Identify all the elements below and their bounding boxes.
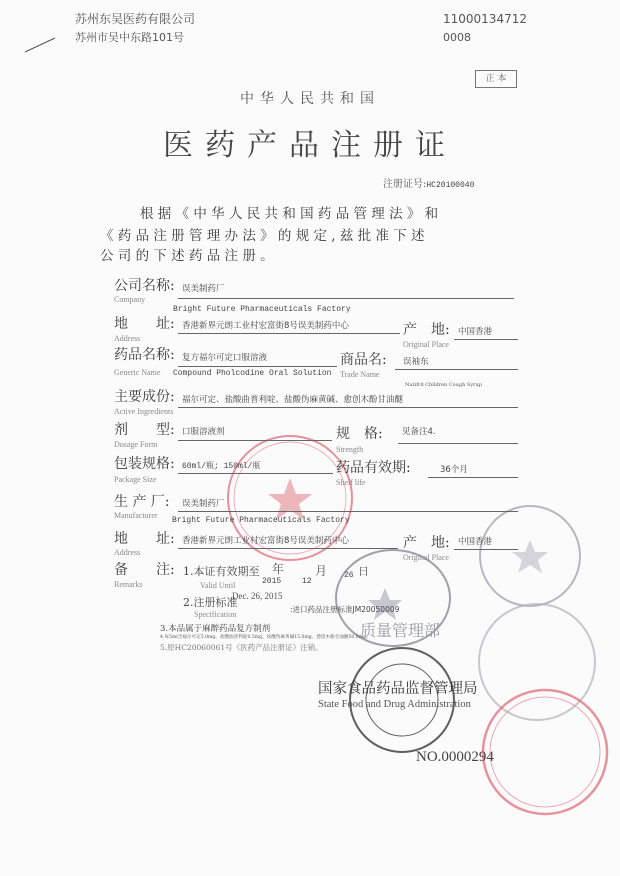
address-label: 地 址:	[114, 316, 175, 332]
intro-line-2: 《 药 品 注 册 管 理 办 法 》 的 规 定 , 兹 批 准 下 述	[100, 228, 425, 244]
package-label: 包装规格:	[114, 456, 175, 472]
package-en: Package Size	[114, 475, 157, 484]
year-unit: 年	[272, 562, 285, 576]
remarks-en: Remarks	[114, 580, 143, 589]
pen-mark	[25, 38, 55, 52]
spec-en: Specification	[194, 610, 237, 619]
gray-seal-right	[480, 506, 580, 606]
manufacturer-en: Manufacturer	[114, 511, 158, 520]
dosage-en: Dosage Form	[114, 440, 158, 449]
valid-until-label: 1.本证有效期至	[183, 565, 260, 578]
dosage-value: 口服溶液剂	[182, 427, 225, 437]
issuer-name: 国家食品药品监督管理局	[318, 681, 478, 697]
reg-no-value: HC20100040	[426, 181, 475, 190]
intro-line-3: 公 司 的 下 述 药 品 注 册 。	[100, 248, 274, 264]
month-unit: 月	[315, 564, 328, 578]
ingredients-value: 福尔可定、盐酸曲普利啶、盐酸伪麻黄碱、愈创木酚甘油醚	[182, 395, 404, 405]
address2-en: Address	[114, 548, 141, 557]
issuer-name-en: State Food and Drug Administration	[318, 699, 471, 710]
ingredients-en: Active Ingredients	[114, 407, 174, 416]
qa-dept-stamp-text: 质量管理部	[360, 621, 441, 640]
trade-label: 商品名:	[340, 352, 387, 368]
header-company: 苏州东吴医药有限公司	[75, 12, 196, 26]
header-code: 11000134712	[443, 12, 527, 26]
reg-no-label: 注册证号:	[383, 179, 427, 190]
remark-item-4: 4.每5ml含福尔可定5.0mg、盐酸曲普利啶0.5mg、盐酸伪麻黄碱15.0mg、愈创木酚甘油醚50.0mg。	[160, 635, 371, 640]
valid-until-en: Valid Until	[200, 581, 236, 590]
origin-value: 中国香港	[458, 327, 493, 337]
strength-label: 规 格:	[336, 426, 383, 442]
company-value: 误美制药厂	[182, 284, 225, 294]
reg-no	[383, 180, 474, 190]
valid-year: 2015	[262, 577, 282, 586]
manufacturer-value-en: Bright Future Pharmaceuticals Factory	[172, 516, 350, 525]
generic-label: 药品名称:	[114, 347, 175, 363]
company-label: 公司名称:	[114, 278, 175, 294]
generic-value-en: Compound Pholcodine Oral Solution	[173, 369, 332, 378]
certificate-number: NO.0000294	[416, 749, 494, 765]
remarks-label: 备 注:	[114, 562, 175, 578]
shelf-label: 药品有效期:	[336, 460, 411, 476]
company-en: Company	[114, 295, 146, 304]
original-copy-badge: 正 本	[475, 70, 517, 88]
package-value: 60ml/瓶; 150ml/瓶	[182, 462, 261, 471]
address2-value: 香港新界元朗工业村宏富街8号误美制药中心	[182, 536, 349, 546]
red-seal-bottom	[483, 690, 607, 814]
origin2-label: 产 地:	[403, 535, 450, 551]
generic-en: Generic Name	[114, 368, 161, 377]
origin-label: 产 地:	[403, 322, 450, 338]
shelf-en: Shelf life	[336, 478, 366, 487]
manufacturer-label: 生 产 厂:	[114, 494, 170, 510]
country-heading: 中华人民共和国	[240, 91, 380, 107]
trade-value-en: Nutifrd Children Cough Syrup	[405, 382, 482, 388]
manufacturer-value: 误美制药厂	[182, 499, 225, 509]
strength-en: Strength	[336, 445, 364, 454]
seal-lower-right	[479, 604, 595, 720]
company-value-en: Bright Future Pharmaceuticals Factory	[173, 305, 351, 314]
valid-month: 12	[302, 577, 312, 586]
dosage-label: 剂 型:	[114, 422, 175, 438]
ingredients-label: 主要成份:	[114, 389, 175, 405]
trade-value: 误袖东	[403, 357, 429, 367]
generic-value: 复方福尔可定口服溶液	[182, 353, 268, 363]
address-en: Address	[114, 334, 141, 343]
intro-line-1: 根 据 《 中 华 人 民 共 和 国 药 品 管 理 法 》 和	[140, 206, 439, 222]
header-address: 苏州市吴中东路101号	[75, 31, 184, 44]
trade-en: Trade Name	[340, 370, 380, 379]
strength-value: 见备注4.	[402, 427, 436, 437]
valid-day: 26	[344, 571, 354, 580]
day-unit: 日	[358, 565, 369, 578]
spec-label: 2.注册标准	[183, 596, 238, 609]
origin-en: Original Place	[403, 340, 449, 349]
page-title: 医药产品注册证	[163, 128, 457, 163]
spec-value: :进口药品注册标准JM20050009	[290, 605, 400, 614]
header-code2: 0008	[443, 31, 471, 44]
shelf-value: 36个月	[440, 465, 468, 475]
remark-item-5: 5.原HC20060061号《医药产品注册证》注销。	[160, 643, 323, 652]
origin2-en: Original Place	[403, 553, 449, 562]
address2-label: 地 址:	[114, 531, 175, 547]
address-value: 香港新界元朗工业村宏富街8号误美制药中心	[182, 321, 349, 331]
remark-item-3: 3.本品属于麻醉药品复方制剂	[160, 624, 271, 634]
valid-date-en: Dec. 26, 2015	[232, 591, 283, 601]
origin2-value: 中国香港	[458, 537, 493, 547]
